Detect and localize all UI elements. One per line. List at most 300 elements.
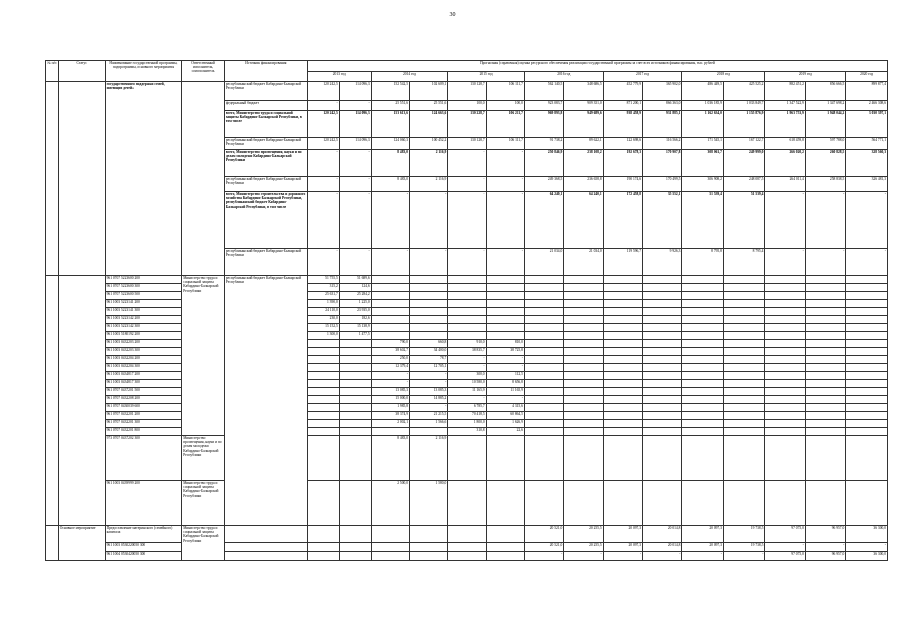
value-cell (307, 348, 339, 356)
value-cell (486, 284, 524, 292)
value-cell (682, 380, 724, 388)
value-cell: - (486, 192, 524, 249)
value-cell: - (846, 543, 888, 552)
budget-code: 961 0707 0437201 500 (105, 388, 182, 396)
value-cell (846, 348, 888, 356)
value-cell (603, 284, 642, 292)
value-cell: 64 240,1 (564, 192, 603, 249)
value-cell (371, 284, 409, 292)
value-cell (765, 276, 805, 284)
value-cell (805, 428, 845, 436)
value-cell: 562 140,5 (524, 82, 563, 101)
value-cell (307, 412, 339, 420)
value-cell: - (448, 177, 486, 192)
value-cell: - (486, 396, 524, 404)
value-cell: 931 885,1 (643, 111, 682, 138)
value-cell: 167 122,7 (723, 138, 765, 150)
value-cell: 22,6 (486, 428, 524, 436)
value-cell (524, 276, 563, 284)
value-cell: 38 835,7 (448, 348, 486, 356)
value-cell (643, 276, 682, 284)
value-cell (339, 436, 371, 481)
value-cell (643, 340, 682, 348)
value-cell (846, 412, 888, 420)
budget-code: 961 0707 0430039 600 (105, 404, 182, 412)
value-cell (603, 436, 642, 481)
value-cell (682, 316, 724, 324)
value-cell (448, 332, 486, 340)
value-cell: 20 255,5 (564, 526, 603, 543)
value-cell: 1 477,5 (339, 332, 371, 340)
value-cell: 10 580,0 (448, 380, 486, 388)
value-cell: 949 689,6 (564, 111, 603, 138)
value-cell: - (682, 552, 724, 561)
value-cell: 25 551,6 (371, 101, 409, 111)
value-cell (765, 332, 805, 340)
value-cell: - (307, 101, 339, 111)
value-cell (448, 436, 486, 481)
code-row (46, 388, 888, 396)
year-header: 2014 год (371, 71, 448, 82)
value-cell: 34 400,0 (409, 348, 447, 356)
value-cell: 114 096,3 (339, 138, 371, 150)
source-cell: республиканский бюджет Кабардино-Балкарской Республики (224, 82, 307, 101)
source-cell: республиканский бюджет Кабардино-Балкарской Республики (224, 249, 307, 276)
value-cell (682, 292, 724, 300)
header-name: Наименование государственной программы, подпрограммы, основного мероприятия (105, 61, 182, 82)
value-cell (765, 412, 805, 420)
value-cell: 96 957,0 (805, 552, 845, 561)
value-cell: 21 034,0 (524, 249, 563, 276)
value-cell (643, 332, 682, 340)
budget-code: 973 0707 0437202 300 (105, 436, 182, 481)
value-cell (371, 332, 409, 340)
code-row (46, 412, 888, 420)
value-cell (524, 396, 563, 404)
value-cell (765, 324, 805, 332)
value-cell (765, 436, 805, 481)
value-cell: 923 083,7 (524, 101, 563, 111)
value-cell (564, 412, 603, 420)
value-cell (603, 348, 642, 356)
value-cell (643, 428, 682, 436)
value-cell: - (371, 192, 409, 249)
value-cell: 264 011,4 (765, 177, 805, 192)
value-cell (371, 316, 409, 324)
value-cell: 2 500,0 (371, 481, 409, 526)
value-cell (846, 396, 888, 404)
value-cell (448, 481, 486, 526)
value-cell: 266 020,2 (765, 150, 805, 177)
value-cell: 6 785,7 (448, 404, 486, 412)
value-cell (524, 284, 563, 292)
value-cell: 153 613,6 (371, 111, 409, 138)
value-cell: 1 033 849,7 (723, 101, 765, 111)
value-cell: - (448, 150, 486, 177)
value-cell (603, 316, 642, 324)
value-cell: 618 459,8 (765, 138, 805, 150)
value-cell (486, 543, 524, 552)
value-cell: 190 174,6 (603, 177, 642, 192)
value-cell: 452 779,9 (603, 82, 642, 101)
value-cell (846, 364, 888, 372)
code-row (46, 356, 888, 364)
value-cell: 106 111,7 (486, 82, 524, 101)
value-cell: 13 085,3 (409, 388, 447, 396)
bottom-row (46, 526, 888, 543)
value-cell: 78,7 (409, 356, 447, 364)
value-cell (682, 340, 724, 348)
year-header: 2020 год (846, 71, 888, 82)
value-cell: - (307, 249, 339, 276)
value-cell: 328 560,3 (846, 150, 888, 177)
value-cell (805, 372, 845, 380)
value-cell (564, 308, 603, 316)
value-cell: 15 000,0 (371, 396, 409, 404)
value-cell (846, 404, 888, 412)
value-cell: 866 363,0 (643, 101, 682, 111)
value-cell (339, 356, 371, 364)
value-cell (486, 316, 524, 324)
value-cell: 909 351,0 (564, 101, 603, 111)
table-cell (46, 276, 59, 526)
value-cell (371, 300, 409, 308)
value-cell (723, 276, 765, 284)
value-cell (371, 526, 409, 543)
value-cell: 25 284,2 (339, 292, 371, 300)
value-cell (524, 316, 563, 324)
value-cell: 116 566,2 (643, 138, 682, 150)
value-cell: - (409, 380, 447, 388)
value-cell: - (723, 552, 765, 561)
value-cell (564, 292, 603, 300)
value-cell: 1 800,0 (448, 420, 486, 428)
code-row (46, 420, 888, 428)
value-cell (846, 340, 888, 348)
value-cell: 871 200,1 (603, 101, 642, 111)
value-cell (765, 481, 805, 526)
code-row (46, 481, 888, 526)
value-cell: 249 999,0 (723, 150, 765, 177)
source-cell (224, 543, 307, 552)
value-cell (307, 526, 339, 543)
value-cell (723, 300, 765, 308)
value-cell (643, 316, 682, 324)
value-cell: 1 036 185,9 (682, 101, 724, 111)
value-cell (643, 348, 682, 356)
value-cell (603, 276, 642, 284)
value-cell (805, 396, 845, 404)
value-cell (643, 284, 682, 292)
value-cell (643, 380, 682, 388)
budget-code: 961 0707 5223600 200 (105, 276, 182, 284)
value-cell: - (486, 150, 524, 177)
value-cell (765, 372, 805, 380)
value-cell: 11 165,9 (448, 388, 486, 396)
year-header: 2015 год (448, 71, 525, 82)
value-cell: 1 390,0 (307, 300, 339, 308)
value-cell (805, 356, 845, 364)
value-cell: 51 539,4 (723, 192, 765, 249)
value-cell: 4 315,6 (486, 404, 524, 412)
source-cell: республиканский бюджет Кабардино-Балкарской Республики (224, 276, 307, 526)
value-cell (564, 428, 603, 436)
value-cell (603, 396, 642, 404)
value-cell: 64 240,1 (524, 192, 563, 249)
value-cell (682, 300, 724, 308)
budget-code: 961 1003 0432204 300 (105, 364, 182, 372)
value-cell (805, 308, 845, 316)
value-cell: - (564, 552, 603, 561)
value-cell (486, 324, 524, 332)
value-cell (643, 356, 682, 364)
budget-code: 961 1003 5180192 200 (105, 332, 182, 340)
value-cell (409, 428, 447, 436)
value-cell (564, 324, 603, 332)
value-cell (564, 364, 603, 372)
header-responsible: Ответственный исполнитель, соисполнитель (182, 61, 225, 82)
value-cell: 3 030 397,1 (846, 111, 888, 138)
value-cell (846, 436, 888, 481)
value-cell (307, 481, 339, 526)
value-cell: - (339, 150, 371, 177)
value-cell (603, 380, 642, 388)
value-cell (846, 276, 888, 284)
value-cell: 1 626,9 (486, 420, 524, 428)
value-cell (765, 340, 805, 348)
value-cell: - (486, 249, 524, 276)
value-cell: 938 458,9 (603, 111, 642, 138)
value-cell: 130 128,7 (448, 82, 486, 101)
value-cell: 9 926,3 (643, 249, 682, 276)
value-cell (723, 372, 765, 380)
value-cell: 248 087,5 (723, 177, 765, 192)
value-cell (524, 372, 563, 380)
header-source: Источник финансирования (224, 61, 307, 82)
table-cell (58, 276, 105, 526)
value-cell: - (846, 192, 888, 249)
year-header: 2016 год (524, 71, 603, 82)
value-cell (524, 380, 563, 388)
value-cell (805, 348, 845, 356)
value-cell (564, 340, 603, 348)
value-cell (765, 396, 805, 404)
value-cell (723, 340, 765, 348)
value-cell (723, 388, 765, 396)
value-cell (723, 348, 765, 356)
value-cell: 8 483,0 (371, 150, 409, 177)
value-cell (524, 420, 563, 428)
year-header: 2019 год (765, 71, 846, 82)
value-cell (846, 300, 888, 308)
value-cell: 8 656,8 (486, 380, 524, 388)
value-cell (409, 332, 447, 340)
value-cell (846, 420, 888, 428)
value-cell (805, 276, 845, 284)
value-cell: 1 948 044,2 (805, 111, 845, 138)
budget-code: 961 1003 0432204 200 (105, 356, 182, 364)
value-cell (765, 308, 805, 316)
value-cell (524, 340, 563, 348)
value-cell (765, 356, 805, 364)
value-cell (524, 428, 563, 436)
responsible-cell: Министерство просвещения, науки и по делам молодежи Кабардино-Балкарской Республики (182, 436, 225, 481)
value-cell (682, 324, 724, 332)
value-cell (603, 412, 642, 420)
value-cell: 51 755,5 (307, 276, 339, 284)
value-cell (524, 412, 563, 420)
value-cell: 660,8 (409, 340, 447, 348)
value-cell (409, 316, 447, 324)
value-cell: 969 893,8 (524, 111, 563, 138)
page-number: 30 (449, 12, 456, 18)
value-cell: 124 663,6 (409, 111, 447, 138)
value-cell (846, 356, 888, 364)
value-cell (603, 340, 642, 348)
value-cell: - (307, 177, 339, 192)
value-cell: - (339, 101, 371, 111)
table-cell (182, 82, 225, 276)
value-cell (682, 332, 724, 340)
value-cell (409, 552, 447, 561)
value-cell: - (339, 192, 371, 249)
value-cell (846, 372, 888, 380)
value-cell (307, 396, 339, 404)
value-cell: - (643, 552, 682, 561)
value-cell (805, 332, 845, 340)
value-cell (682, 428, 724, 436)
value-cell (765, 316, 805, 324)
value-cell: 20 097,3 (603, 543, 642, 552)
value-cell: 120 242,5 (307, 111, 339, 138)
value-cell: 100,0 (486, 101, 524, 111)
value-cell: 51 539,4 (682, 192, 724, 249)
value-cell (564, 276, 603, 284)
value-cell (643, 292, 682, 300)
value-cell (805, 284, 845, 292)
status-cell: Основное мероприятие (58, 526, 105, 561)
value-cell: - (339, 177, 371, 192)
value-cell: 899 877,4 (846, 82, 888, 101)
value-cell: 96 957,0 (805, 526, 845, 543)
value-cell (603, 420, 642, 428)
value-cell (805, 404, 845, 412)
value-cell (682, 348, 724, 356)
value-cell: - (765, 192, 805, 249)
value-cell (524, 292, 563, 300)
value-cell: - (603, 552, 642, 561)
value-cell (409, 324, 447, 332)
value-cell (723, 292, 765, 300)
value-cell (524, 436, 563, 481)
value-cell (448, 276, 486, 284)
value-cell (307, 436, 339, 481)
value-cell: 236 658,8 (564, 177, 603, 192)
budget-code: 961 1003 0530220050 300 (105, 543, 182, 552)
value-cell (805, 388, 845, 396)
value-cell: 106 111,7 (486, 138, 524, 150)
value-cell (723, 324, 765, 332)
code-row (46, 316, 888, 324)
value-cell (643, 412, 682, 420)
value-cell: 24 110,0 (307, 308, 339, 316)
value-cell (371, 292, 409, 300)
header-status: Статус (58, 61, 105, 82)
value-cell (486, 300, 524, 308)
bottom-row (46, 543, 888, 552)
value-cell (723, 412, 765, 420)
value-cell: 21 034,0 (564, 249, 603, 276)
budget-code: 961 1003 5223141 300 (105, 308, 182, 316)
code-row (46, 276, 888, 284)
value-cell: 19 738,5 (723, 543, 765, 552)
value-cell: 14 885,2 (409, 396, 447, 404)
value-cell (805, 380, 845, 388)
code-row (46, 324, 888, 332)
value-cell: 192 678,3 (603, 150, 642, 177)
value-cell: 1 155 876,9 (723, 111, 765, 138)
value-cell (409, 526, 447, 543)
value-cell (643, 308, 682, 316)
code-row (46, 380, 888, 388)
value-cell (564, 388, 603, 396)
code-row (46, 308, 888, 316)
value-cell: 171 545,1 (682, 138, 724, 150)
value-cell (524, 356, 563, 364)
budget-code: 961 0707 0432208 200 (105, 396, 182, 404)
value-cell: 15 152,5 (307, 324, 339, 332)
value-cell (339, 543, 371, 552)
value-cell: 106 211,7 (486, 111, 524, 138)
value-cell (339, 396, 371, 404)
value-cell: 2 116,9 (409, 150, 447, 177)
value-cell: 36 300,0 (846, 552, 888, 561)
value-cell (765, 300, 805, 308)
value-cell: - (765, 249, 805, 276)
value-cell: 130 228,7 (448, 111, 486, 138)
budget-code: 961 0707 5223600 300 (105, 284, 182, 292)
value-cell: 348 686,5 (564, 82, 603, 101)
responsible-cell: Министерство труда и социальной защиты Кабардино-Балкарской Республики (182, 276, 225, 436)
budget-code: 961 1003 5223142 300 (105, 324, 182, 332)
value-cell: 114 096,3 (339, 82, 371, 101)
value-cell (409, 300, 447, 308)
value-cell (524, 404, 563, 412)
value-cell (409, 276, 447, 284)
value-cell: 308 061,7 (682, 150, 724, 177)
value-cell (339, 481, 371, 526)
value-cell (307, 420, 339, 428)
value-cell (723, 436, 765, 481)
value-cell (603, 481, 642, 526)
source-cell (224, 552, 307, 561)
source-cell (224, 526, 307, 543)
value-cell (564, 420, 603, 428)
value-cell: 20 521,0 (524, 526, 563, 543)
value-cell: 8 483,0 (371, 436, 409, 481)
value-cell (339, 364, 371, 372)
value-cell (723, 404, 765, 412)
value-cell (723, 284, 765, 292)
budget-code: 961 1003 0439999 200 (105, 481, 182, 526)
value-cell: 122 698,6 (603, 138, 642, 150)
value-cell (307, 428, 339, 436)
value-cell (486, 332, 524, 340)
code-row (46, 436, 888, 481)
value-cell: - (371, 249, 409, 276)
value-cell (603, 372, 642, 380)
value-cell: 1 985,8 (371, 404, 409, 412)
